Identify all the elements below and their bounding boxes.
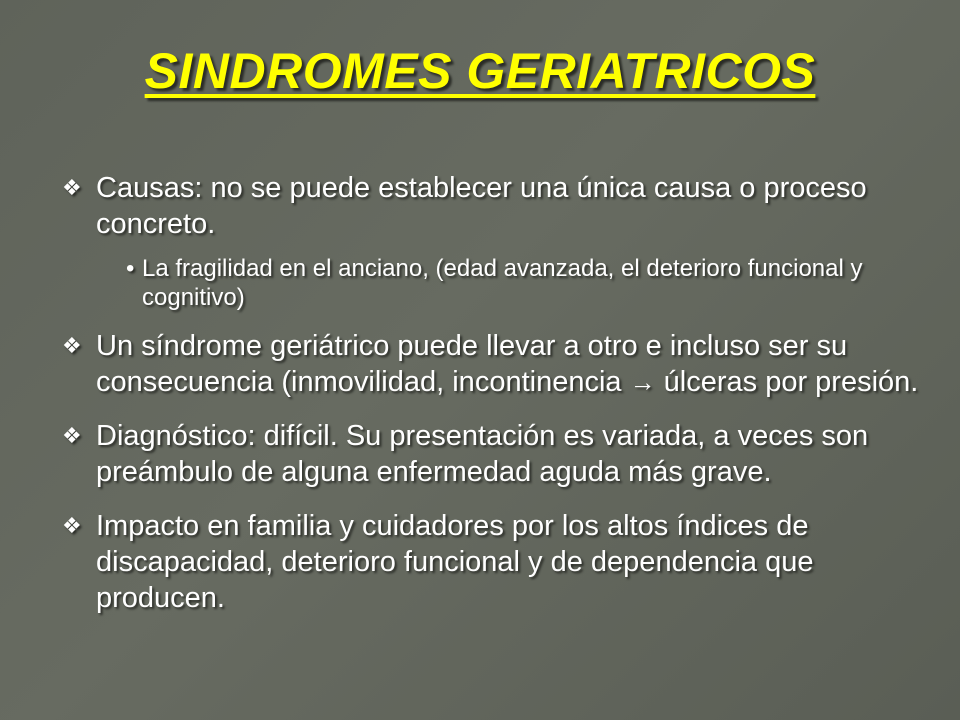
diamond-bullet-icon: ❖: [62, 423, 82, 448]
dot-bullet-icon: •: [126, 255, 135, 282]
bullet-text-before-arrow: Un síndrome geriátrico puede llevar a otro e incluso ser su consecuencia (inmovilidad, incontinencia: [96, 330, 848, 398]
diamond-bullet-icon: ❖: [62, 333, 82, 358]
bullet-item-diagnostico: [60, 418, 920, 490]
bullet-text: Impacto en familia y cuidadores por los altos índices de discapacidad, deterioro funcional y de dependencia que producen.: [96, 510, 814, 614]
sub-bullet-text: La fragilidad en el anciano, (edad avanzada, el deterioro funcional y cognitivo): [142, 255, 863, 311]
slide-title: SINDROMES GERIATRICOS: [144, 43, 816, 99]
bullet-list: [60, 170, 920, 634]
bullet-text-after-arrow: úlceras por presión.: [655, 366, 919, 398]
sub-bullet-item-fragilidad: [60, 254, 920, 312]
arrow-right-icon: →: [629, 367, 656, 397]
bullet-text: Diagnóstico: difícil. Su presentación es variada, a veces son preámbulo de alguna enfermedad aguda más grave.: [96, 420, 869, 488]
bullet-item-causas: [60, 170, 920, 242]
bullet-item-impacto: [60, 508, 920, 616]
diamond-bullet-icon: ❖: [62, 175, 82, 200]
bullet-item-sindrome: [60, 328, 920, 400]
bullet-text: Causas: no se puede establecer una única causa o proceso concreto.: [96, 172, 867, 240]
diamond-bullet-icon: ❖: [62, 513, 82, 538]
